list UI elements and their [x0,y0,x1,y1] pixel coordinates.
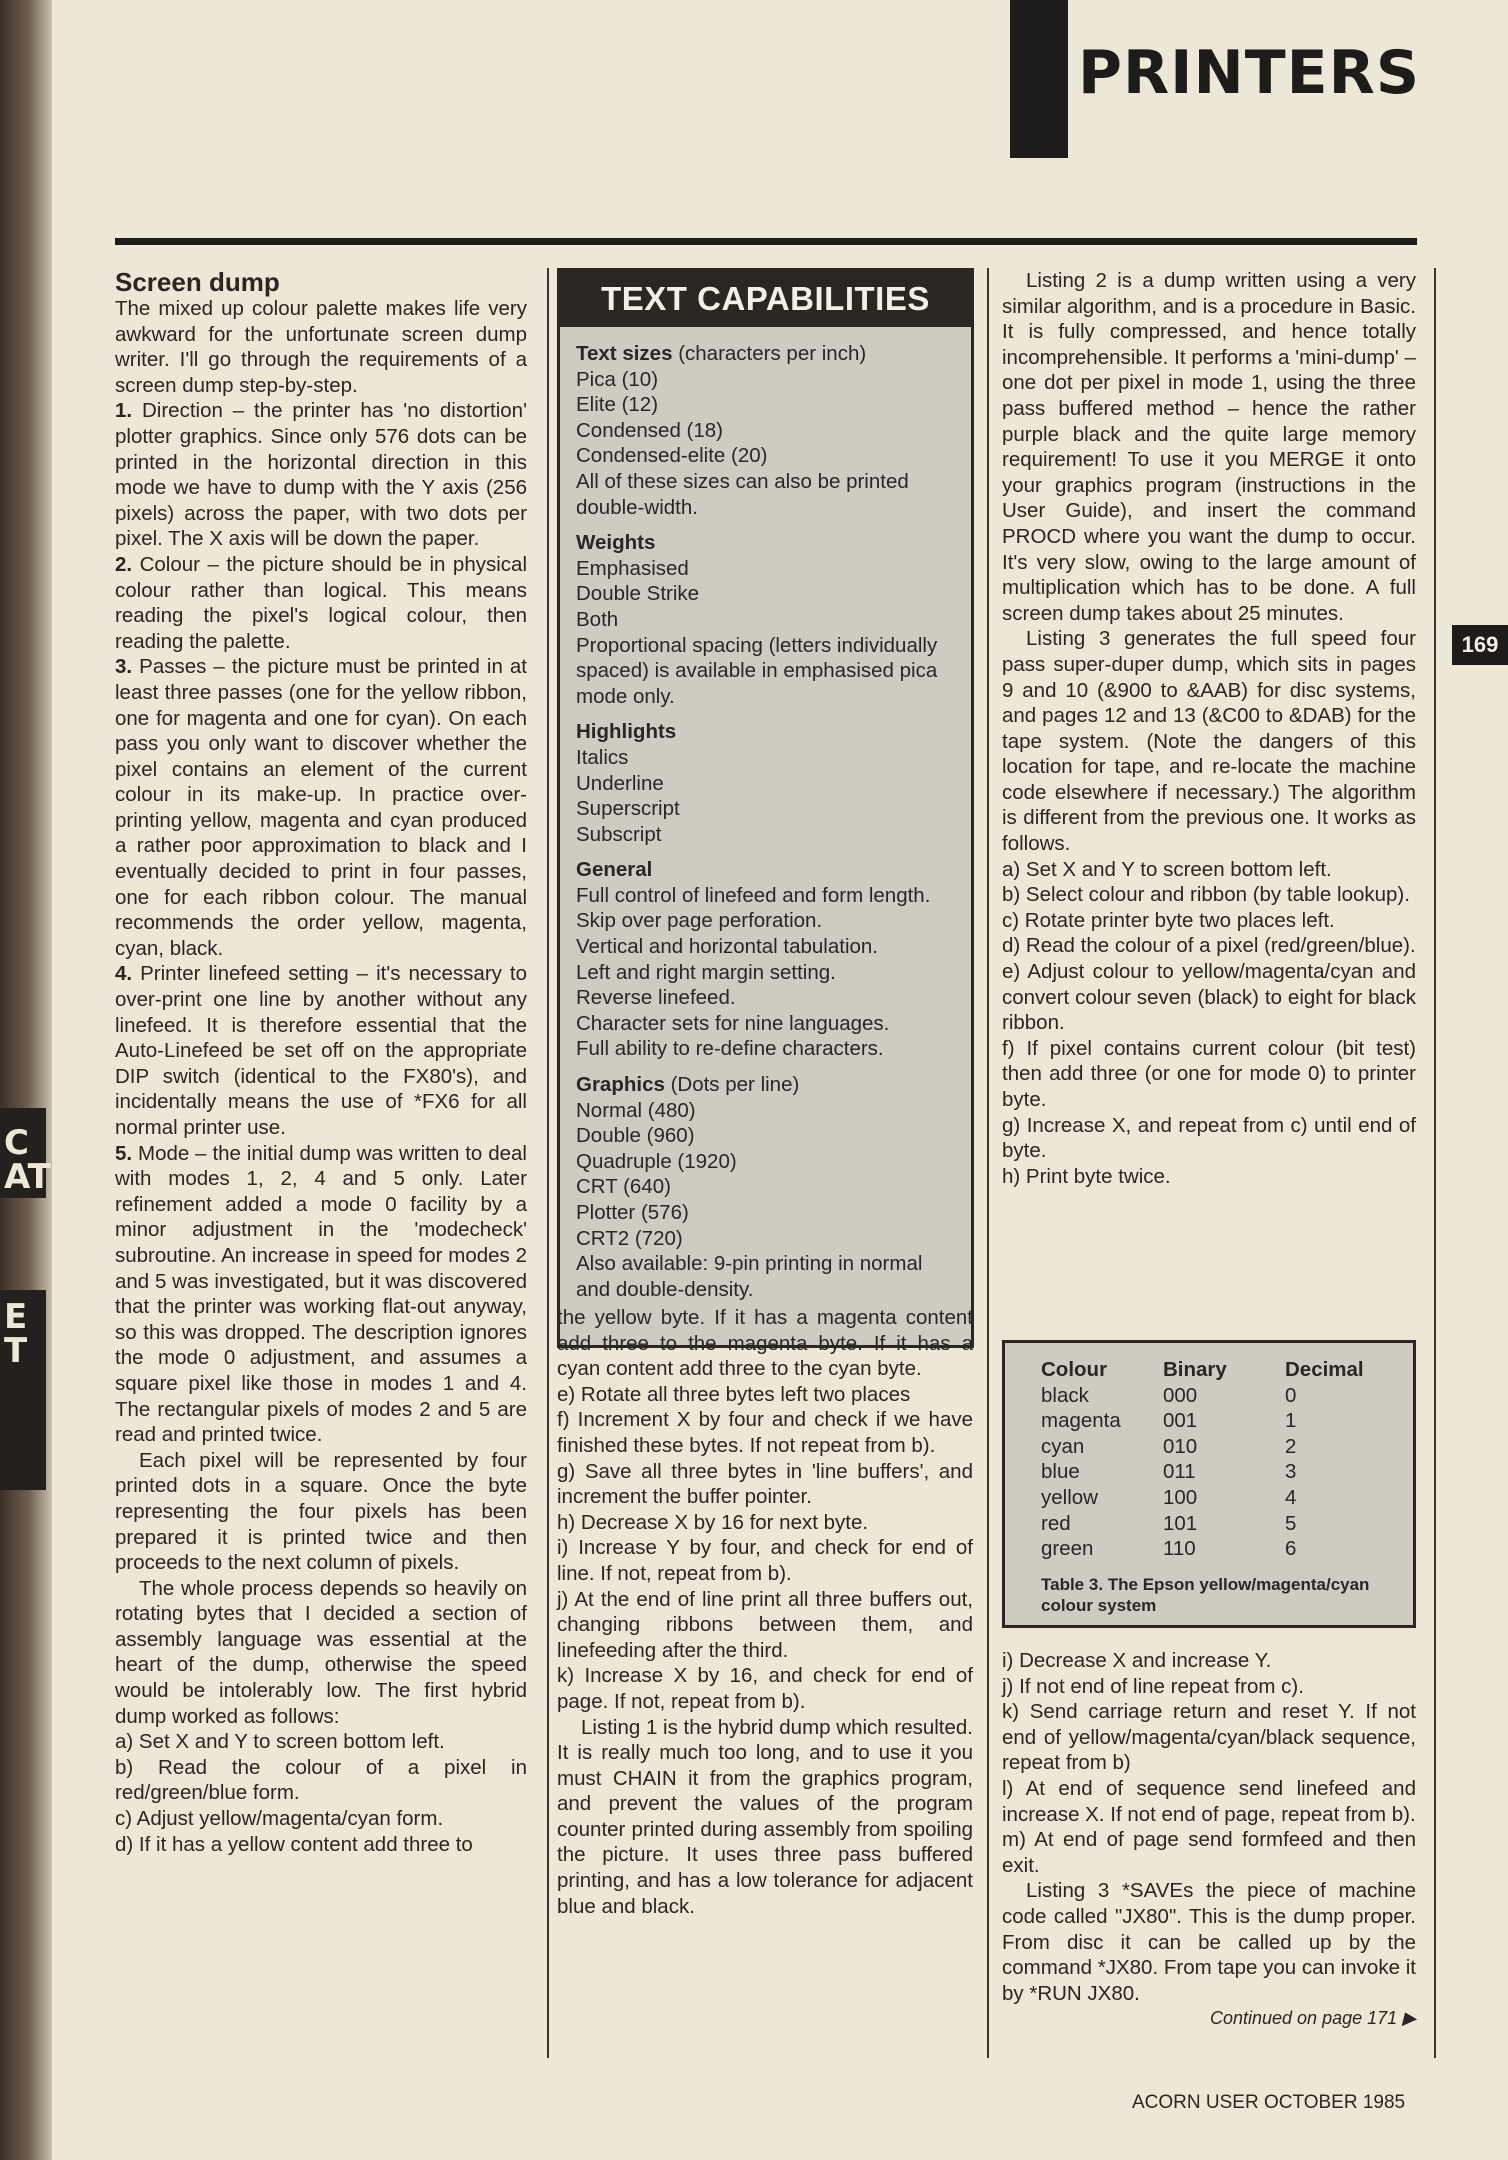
sidebar-section-weights [576,530,955,709]
table-cell: 100 [1163,1485,1198,1509]
algorithm-step: g) Increase X, and repeat from c) until end of byte. [1002,1113,1416,1163]
sidebar-section-heading [576,1072,955,1098]
sidebar-line: Subscript [576,822,662,846]
text-capabilities-box [557,268,974,1348]
table-cell: 010 [1163,1434,1198,1458]
table-cell: 1 [1285,1409,1297,1433]
table-cell: 2 [1285,1434,1297,1458]
column-divider [547,268,549,2058]
body-paragraph: Listing 3 generates the full speed four pass super-duper dump, which sits in pages 9 and 10 (&900 to &AAB) for disc systems, and pages 12 and 13 (&C00 to &DAB) for the tape system. (Note the dangers of this location for tape, and re-locate the machine code elsewhere if necessary.) The algorithm is different from the previous one. It works as follows. [1002,627,1416,856]
algorithm-step: the yellow byte. If it has a magenta content add three to the magenta byte. If it has a cyan content add three to the cyan byte. [557,1306,973,1381]
sidebar-line: Character sets for nine languages. [576,1011,890,1035]
algorithm-step: a) Set X and Y to screen bottom left. [1002,857,1332,881]
algorithm-step: e) Rotate all three bytes left two places [557,1382,911,1406]
spine-tab-2 [0,1290,46,1490]
section-heading: Graphics [576,1073,665,1097]
item-number: 3. [115,655,133,679]
table-cell: 000 [1163,1383,1198,1407]
item-number: 4. [115,962,133,986]
sidebar-line: Full ability to re-define characters. [576,1037,884,1061]
algorithm-step: c) Rotate printer byte two places left. [1002,908,1335,932]
table-cell: blue [1041,1460,1080,1484]
spine-tab-text: C [4,1123,29,1163]
column-2 [557,1305,973,1919]
sidebar-line: Quadruple (1920) [576,1149,737,1173]
algorithm-step: e) Adjust colour to yellow/magenta/cyan and convert colour seven (black) to eight for black ribbon. [1002,960,1416,1035]
table-cell: yellow [1041,1485,1098,1509]
table-row [1041,1408,1413,1434]
sidebar-line: CRT2 (720) [576,1226,683,1250]
sidebar-line: Condensed-elite (20) [576,444,768,468]
header-black-block [1010,0,1068,158]
sidebar-line: Superscript [576,797,680,821]
section-heading: Weights [576,531,656,555]
requirement-item [115,1141,527,1448]
section-title: PRINTERS [1078,38,1421,108]
table-caption: Table 3. The Epson yellow/magenta/cyan colour system [1041,1574,1370,1615]
sidebar-line: Underline [576,771,664,795]
intro-paragraph: The mixed up colour palette makes life very awkward for the unfortunate screen dump writer. I'll go through the requirements of a screen dump step-by-step. [115,297,527,397]
table-cell: 3 [1285,1460,1297,1484]
requirement-item [115,654,527,961]
sidebar-line: All of these sizes can also be printed double-width. [576,469,909,519]
algorithm-step: b) Read the colour of a pixel in red/green/blue form. [115,1755,527,1805]
column-3 [1002,268,1416,1189]
sidebar-line: Skip over page perforation. [576,909,823,933]
table-row [1041,1511,1413,1537]
section-heading: General [576,858,653,882]
item-number: 1. [115,399,133,423]
table-cell: 4 [1285,1485,1297,1509]
requirement-item [115,961,527,1140]
table-row [1041,1459,1413,1485]
sidebar-line: Elite (12) [576,393,659,417]
algorithm-step: h) Print byte twice. [1002,1164,1171,1188]
continued-link[interactable]: Continued on page 171 ▶ [1209,2008,1416,2029]
section-heading-note: (Dots per line) [670,1073,800,1097]
item-text: Colour – the picture should be in physical colour rather than logical. This means reading the pixel's logical colour, then reading the palette. [115,552,527,653]
spine-tab-1 [0,1108,51,1198]
sidebar-section-highlights [576,719,955,847]
column-1 [115,268,527,1857]
sidebar-line: Also available: 9-pin printing in normal and double-density. [576,1252,923,1301]
sidebar-line: CRT (640) [576,1175,671,1199]
column-divider [1434,268,1436,2058]
table-cell: 110 [1163,1537,1196,1561]
requirement-item [115,552,527,654]
body-paragraph: Listing 1 is the hybrid dump which resulted. It is really much too long, and to use it you must CHAIN it from the graphics program, and prevent the values of the program counter printed during assembly from spoiling the picture. It uses three pass buffered printing, and has a low tolerance for adjacent blue and black. [557,1715,973,1918]
sidebar-line: Normal (480) [576,1098,696,1122]
sidebar-title: TEXT CAPABILITIES [560,271,971,327]
sidebar-line: Vertical and horizontal tabulation. [576,935,879,959]
sidebar-line: Both [576,607,619,631]
table-row [1041,1434,1413,1460]
colour-table [1002,1340,1416,1628]
algorithm-step: f) Increment X by four and check if we have finished these bytes. If not repeat from b). [557,1408,973,1457]
table-cell: 001 [1163,1409,1198,1433]
spine-tab-text: AT [4,1157,51,1197]
table-cell: cyan [1041,1434,1085,1458]
sidebar-section-text-sizes [576,341,955,520]
sidebar-section-graphics [576,1072,955,1302]
table-cell: 6 [1285,1537,1297,1561]
header-rule [115,238,1417,245]
sidebar-line: Pica (10) [576,367,659,391]
table-header-row [1041,1357,1413,1383]
section-heading-note: (characters per inch) [678,342,867,365]
table-header-cell: Decimal [1285,1358,1364,1381]
body-paragraph: Each pixel will be represented by four printed dots in a square. Once the byte representing the four pixels has been prepared it is printed twice and then proceeds to the next column of pixels. [115,1448,527,1575]
body-paragraph: Listing 3 *SAVEs the piece of machine code called "JX80". This is the dump proper. From disc it can be called up by the command *JX80. From tape you can invoke it by *RUN JX80. [1002,1879,1416,2005]
algorithm-step: i) Decrease X and increase Y. [1002,1649,1272,1672]
table-cell: magenta [1041,1409,1121,1433]
spine-tab-text: E [4,1297,28,1337]
sidebar-section-general [576,857,955,1062]
sidebar-line: Proportional spacing (letters individually spaced) is available in emphasised pica mode only. [576,633,938,708]
requirement-item [115,398,527,552]
page-number: 169 [1452,625,1508,665]
algorithm-step: k) Increase X by 16, and check for end of page. If not, repeat from b). [557,1664,973,1713]
section-heading: Text sizes [576,342,673,365]
algorithm-step: g) Save all three bytes in 'line buffers', and increment the buffer pointer. [557,1459,973,1509]
sidebar-line: Left and right margin setting. [576,960,836,984]
sidebar-line: Double (960) [576,1124,695,1148]
table-cell: 011 [1163,1460,1196,1484]
column-divider [987,268,989,2058]
algorithm-step: m) At end of page send formfeed and then exit. [1002,1828,1416,1877]
table-cell: 0 [1285,1383,1297,1407]
algorithm-step: d) If it has a yellow content add three to [115,1832,473,1856]
footer-credit: ACORN USER OCTOBER 1985 [1132,2092,1406,2113]
algorithm-step: f) If pixel contains current colour (bit test) then add three (or one for mode 0) to printer byte. [1002,1036,1416,1111]
algorithm-step: i) Increase Y by four, and check for end of line. If not, repeat from b). [557,1536,973,1585]
item-text: Printer linefeed setting – it's necessary to over-print one line by another without any linefeed. It is therefore essential that the Auto-Linefeed be set off on the appropriate DIP switch (identical to the FX80's), and incidentally means the use of *FX6 for all normal printer use. [115,962,527,1139]
column-3-continued [1002,1648,1416,2032]
table-row [1041,1536,1413,1562]
algorithm-step: k) Send carriage return and reset Y. If not end of yellow/magenta/cyan/black sequence, repeat from b) [1002,1700,1416,1775]
sidebar-line: Condensed (18) [576,418,724,442]
algorithm-step: j) At the end of line print all three buffers out, changing ribbons between them, and linefeeding after the third. [557,1587,973,1662]
item-number: 2. [115,552,133,576]
algorithm-step: h) Decrease X by 16 for next byte. [557,1510,869,1534]
table-cell: green [1041,1537,1094,1561]
algorithm-step: l) At end of sequence send linefeed and increase X. If not end of page, repeat from b). [1002,1776,1416,1826]
sidebar-body [560,327,971,1302]
sidebar-line: Emphasised [576,556,689,580]
table-header-cell: Binary [1163,1358,1227,1381]
algorithm-step: j) If not end of line repeat from c). [1002,1674,1304,1698]
algorithm-step: c) Adjust yellow/magenta/cyan form. [115,1807,444,1831]
table-row [1041,1383,1413,1409]
binding-spine [0,0,52,2160]
table-cell: 101 [1163,1511,1198,1535]
item-text: Mode – the initial dump was written to deal with modes 1, 2, 4 and 5 only. Later refinement added a mode 0 facility by a minor adjustment in the 'modecheck' subroutine. An increase in speed for modes 2 and 5 was investigated, but it was discovered that the printer was working flat-out anyway, so this was dropped. The description ignores the mode 0 adjustment, and assumes a square pixel like those in modes 1 and 4. The rectangular pixels of modes 2 and 5 are read and printed twice. [115,1141,527,1447]
table-cell: red [1041,1511,1071,1535]
item-text: Passes – the picture must be printed in at least three passes (one for the yellow ribbon, one for magenta and one for cyan). On each pass you only want to discover whether the pixel contains an element of the current colour in its make-up. In practice over-printing yellow, magenta and cyan produced a rather poor approximation to black and I eventually decided to print in four passes, one for each ribbon colour. The manual recommends the order yellow, magenta, cyan, black. [115,655,527,960]
item-text: Direction – the printer has 'no distortion' plotter graphics. Since only 576 dots can be printed in the horizontal direction in this mode we have to dump with the Y axis (256 pixels) across the paper, with two dots per pixel. The X axis will be down the paper. [115,399,527,551]
item-number: 5. [115,1141,133,1165]
sidebar-line: Full control of linefeed and form length. [576,883,931,907]
algorithm-step: d) Read the colour of a pixel (red/green/blue). [1002,934,1416,958]
table-cell: 5 [1285,1511,1297,1535]
sidebar-line: Reverse linefeed. [576,986,736,1010]
algorithm-step: a) Set X and Y to screen bottom left. [115,1730,445,1754]
table-row [1041,1485,1413,1511]
body-paragraph: Listing 2 is a dump written using a very similar algorithm, and is a procedure in Basic. It is fully compressed, and hence totally incomprehensible. It performs a 'mini-dump' – one dot per pixel in mode 1, using the three pass buffered method – hence the rather purple black and the quite large memory requirement! To use it you MERGE it onto your graphics program (instructions in the User Guide), and insert the command PROCD where you want the dump to occur. It's very slow, owing to the large amount of multiplication which has to be done. A full screen dump takes about 25 minutes. [1002,269,1416,625]
sidebar-line: Plotter (576) [576,1201,689,1224]
body-paragraph: The whole process depends so heavily on rotating bytes that I decided a section of assembly language was essential at the heart of the dump, otherwise the speed would be intolerably low. The first hybrid dump worked as follows: [115,1576,527,1728]
spine-tab-text: T [4,1331,28,1371]
sidebar-line: Double Strike [576,582,700,606]
section-heading: Highlights [576,720,677,744]
sidebar-line: Italics [576,745,629,769]
screen-dump-heading: Screen dump [115,267,280,297]
table-header-cell: Colour [1041,1358,1108,1381]
sidebar-section-heading [576,341,955,367]
algorithm-step: b) Select colour and ribbon (by table lookup). [1002,883,1410,907]
table-cell: black [1041,1383,1089,1407]
